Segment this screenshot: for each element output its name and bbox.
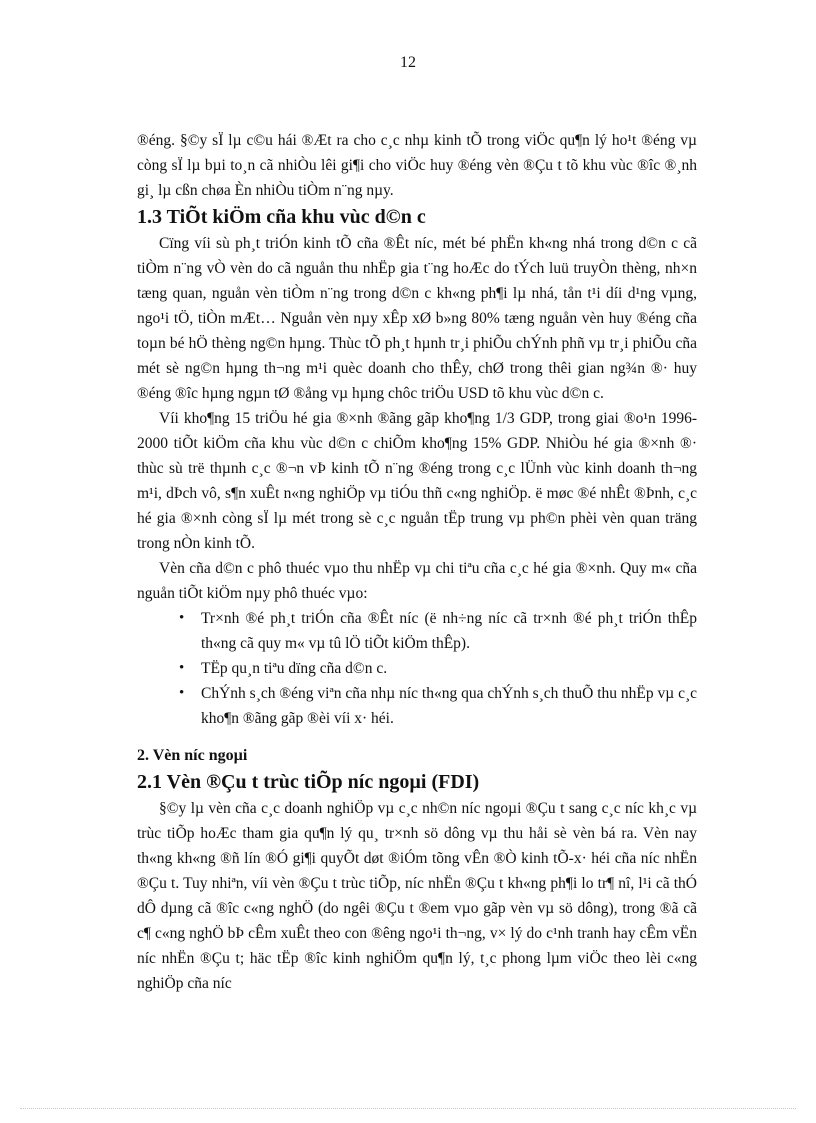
- paragraph-1-3-b: Víi kho¶ng 15 triÖu hé gia ®×nh ®ãng gãp kho¶ng 1/3 GDP, trong giai ®o¹n 1996-2000 tiÕt kiÖm cña khu vùc d©n c chiÕm kho¶ng 15% GDP. NhiÒu hé gia ®×nh ®· thùc sù trë thµnh c¸c ®¬n vÞ kinh tÕ n¨ng ®éng trong c¸c lÜnh vùc kinh doanh th¬ng m¹i, dÞch vô, s¶n xuÊt n«ng nghiÖp vµ tiÓu thñ c«ng nghiÖp. ë møc ®é nhÊt ®Þnh, c¸c hé gia ®×nh còng sÏ lµ mét trong sè c¸c nguån tËp trung vµ ph©n phèi vèn quan träng trong nÒn kinh tÕ.: [137, 410, 697, 552]
- paragraph-1-3-a: Cïng víi sù ph¸t triÓn kinh tÕ cña ®Êt níc, mét bé phËn kh«ng nhá trong d©n c cã tiÒm n¨ng vÒ vèn do cã nguån thu nhËp gia t¨ng hoÆc do tÝch luü truyÒn thèng, nh×n tæng quan, nguån vèn tiÒm n¨ng trong d©n c kh«ng ph¶i lµ nhá, tån t¹i díi d¹ng vµng, ngo¹i tÖ, tiÒn mÆt… Nguån vèn nµy xÊp xØ b»ng 80% tæng nguån vèn huy ®éng cña toµn bé hÖ thèng ng©n hµng. Thùc tÕ ph¸t hµnh tr¸i phiÕu chÝnh phñ vµ tr¸i phiÕu cña mét sè ng©n hµng th¬ng m¹i quèc doanh cho thÊy, chØ trong thêi gian ng¾n ®· huy ®éng ®îc hµng ngµn tØ ®ång vµ hµng chôc triÖu USD tõ khu vùc d©n c.: [137, 235, 697, 402]
- paragraph-2-1: §©y lµ vèn cña c¸c doanh nghiÖp vµ c¸c nh©n níc ngoµi ®Çu t sang c¸c níc kh¸c vµ trùc tiÕp hoÆc tham gia qu¶n lý qu¸ tr×nh sö dông vµ thu håi sè vèn bá ra. Vèn nay th«ng kh«ng ®ñ lín ®Ó gi¶i quyÕt døt ®iÓm tõng vÊn ®Ò kinh tÕ-x· héi cña níc nhËn ®Çu t. Tuy nhiªn, víi vèn ®Çu t trùc tiÕp, níc nhËn ®Çu t kh«ng ph¶i lo tr¶ nî, l¹i cã thÓ dÔ dµng cã ®îc c«ng nghÖ (do ngêi ®Çu t ®em vµo gãp vèn vµ sö dông), trong ®ã cã c¶ c«ng nghÖ bÞ cÊm xuÊt theo con ®êng ngo¹i th¬ng, v× lý do c¹nh tranh hay cÊm vËn níc nhËn ®Çu t; häc tËp ®îc kinh nghiÖm qu¶n lý, t¸c phong lµm viÖc theo lèi c«ng nghiÖp cña níc: [137, 800, 697, 992]
- paragraph-intro: ®éng. §©y sÏ lµ c©u hái ®Æt ra cho c¸c nhµ kinh tÕ trong viÖc qu¶n lý ho¹t ®éng vµ còng sÏ lµ bµi to¸n cã nhiÒu lêi gi¶i cho viÖc huy ®éng vèn ®Çu t tõ khu vùc ®îc ®¸nh gi¸ lµ cßn chøa Èn nhiÒu tiÒm n¨ng nµy.: [137, 132, 697, 199]
- section-heading-2-1: 2.1 Vèn ®Çu t trùc tiÕp níc ngoµi (FDI): [137, 771, 480, 793]
- spacer: [137, 731, 697, 743]
- list-item: • TËp qu¸n tiªu dïng cña d©n c.: [137, 656, 697, 681]
- list-item: • ChÝnh s¸ch ®éng viªn cña nhµ níc th«ng qua chÝnh s¸ch thuÕ thu nhËp vµ c¸c kho¶n ®ãng gãp ®èi víi x· héi.: [137, 681, 697, 731]
- document-body: [137, 128, 697, 996]
- factor-list: [137, 606, 697, 731]
- heading-2: 2. Vèn níc ngoµi: [137, 747, 248, 764]
- page-number: 12: [400, 54, 416, 71]
- page-bottom-rule: [20, 1108, 796, 1109]
- paragraph-1-3-c: Vèn cña d©n c phô thuéc vµo thu nhËp vµ chi tiªu cña c¸c hé gia ®×nh. Quy m« cña nguån tiÕt kiÖm nµy phô thuéc vµo:: [137, 560, 697, 602]
- list-item: • Tr×nh ®é ph¸t triÓn cña ®Êt níc (ë nh÷ng níc cã tr×nh ®é ph¸t triÓn thÊp th«ng cã quy m« vµ tû lÖ tiÕt kiÖm thÊp).: [137, 606, 697, 656]
- section-heading-1-3: 1.3 TiÕt kiÖm cña khu vùc d©n c: [137, 206, 426, 228]
